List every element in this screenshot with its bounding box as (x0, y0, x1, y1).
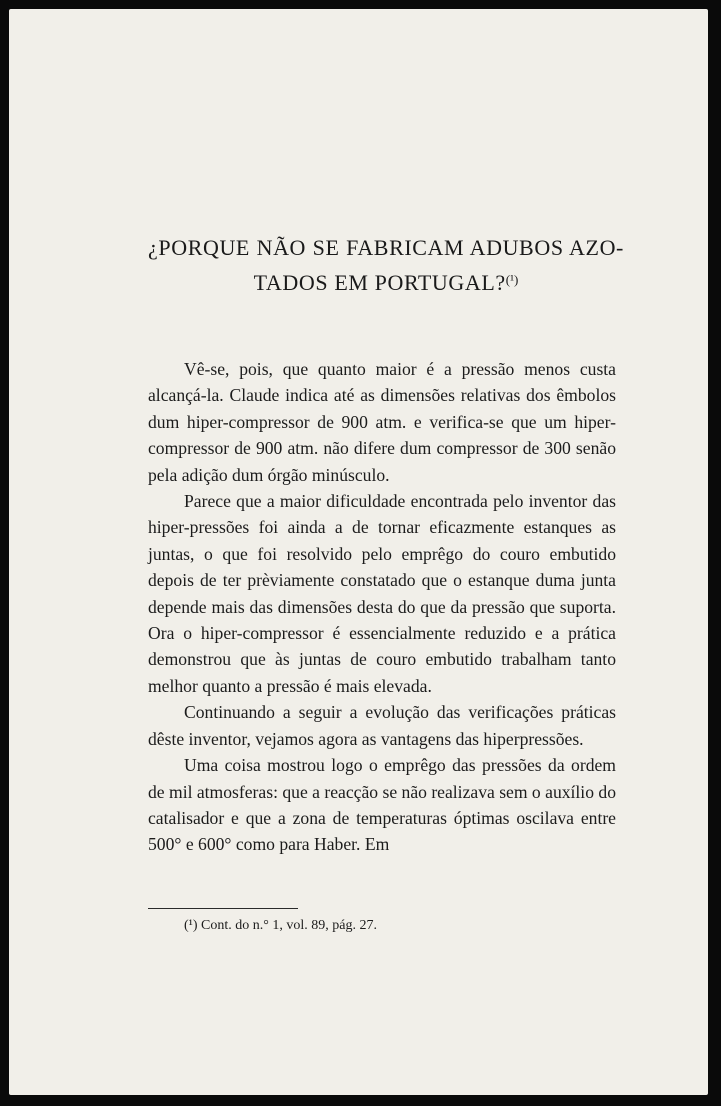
article-title (148, 232, 624, 299)
footnote: (¹) Cont. do n.° 1, vol. 89, pág. 27. (184, 918, 377, 933)
body-paragraph-3: Continuando a seguir a evolução das verificações práticas dêste inventor, vejamos agora as vantagens das hiperpressões. (148, 702, 616, 749)
article-body (148, 356, 616, 858)
title-line-2-text: TADOS EM PORTUGAL? (253, 270, 506, 295)
body-paragraph-1: Vê-se, pois, que quanto maior é a pressão menos custa alcançá-la. Claude indica até as dimensões relativas dos êmbolos dum hiper-compressor de 900 atm. e verifica-se que um hiper-compressor de 900 atm. não difere dum compressor de 300 senão pela adição dum órgão minúsculo. (148, 359, 616, 485)
title-line-1: ¿PORQUE NÃO SE FABRICAM ADUBOS AZO- (148, 235, 624, 260)
title-line-2 (148, 264, 624, 299)
body-paragraph-2: Parece que a maior dificuldade encontrada pelo inventor das hiper-pressões foi ainda a de tornar eficazmente estanques as juntas, o que foi resolvido pelo emprêgo do couro embutido depois de ter prèviamente constatado que o estanque duma junta depende mais das dimensões desta do que da pressão que suporta. Ora o hiper-compressor é essencialmente reduzido e a prática demonstrou que às juntas de couro embutido trabalham tanto melhor quanto a pressão é mais elevada. (148, 491, 616, 696)
title-footnote-mark: (¹) (505, 272, 519, 287)
footnote-divider (148, 908, 298, 909)
body-paragraph-4: Uma coisa mostrou logo o emprêgo das pressões da ordem de mil atmosferas: que a reacção se não realizava sem o auxílio do catalisador e que a zona de temperaturas óptimas oscilava entre 500° e 600° como para Haber. Em (148, 755, 616, 855)
